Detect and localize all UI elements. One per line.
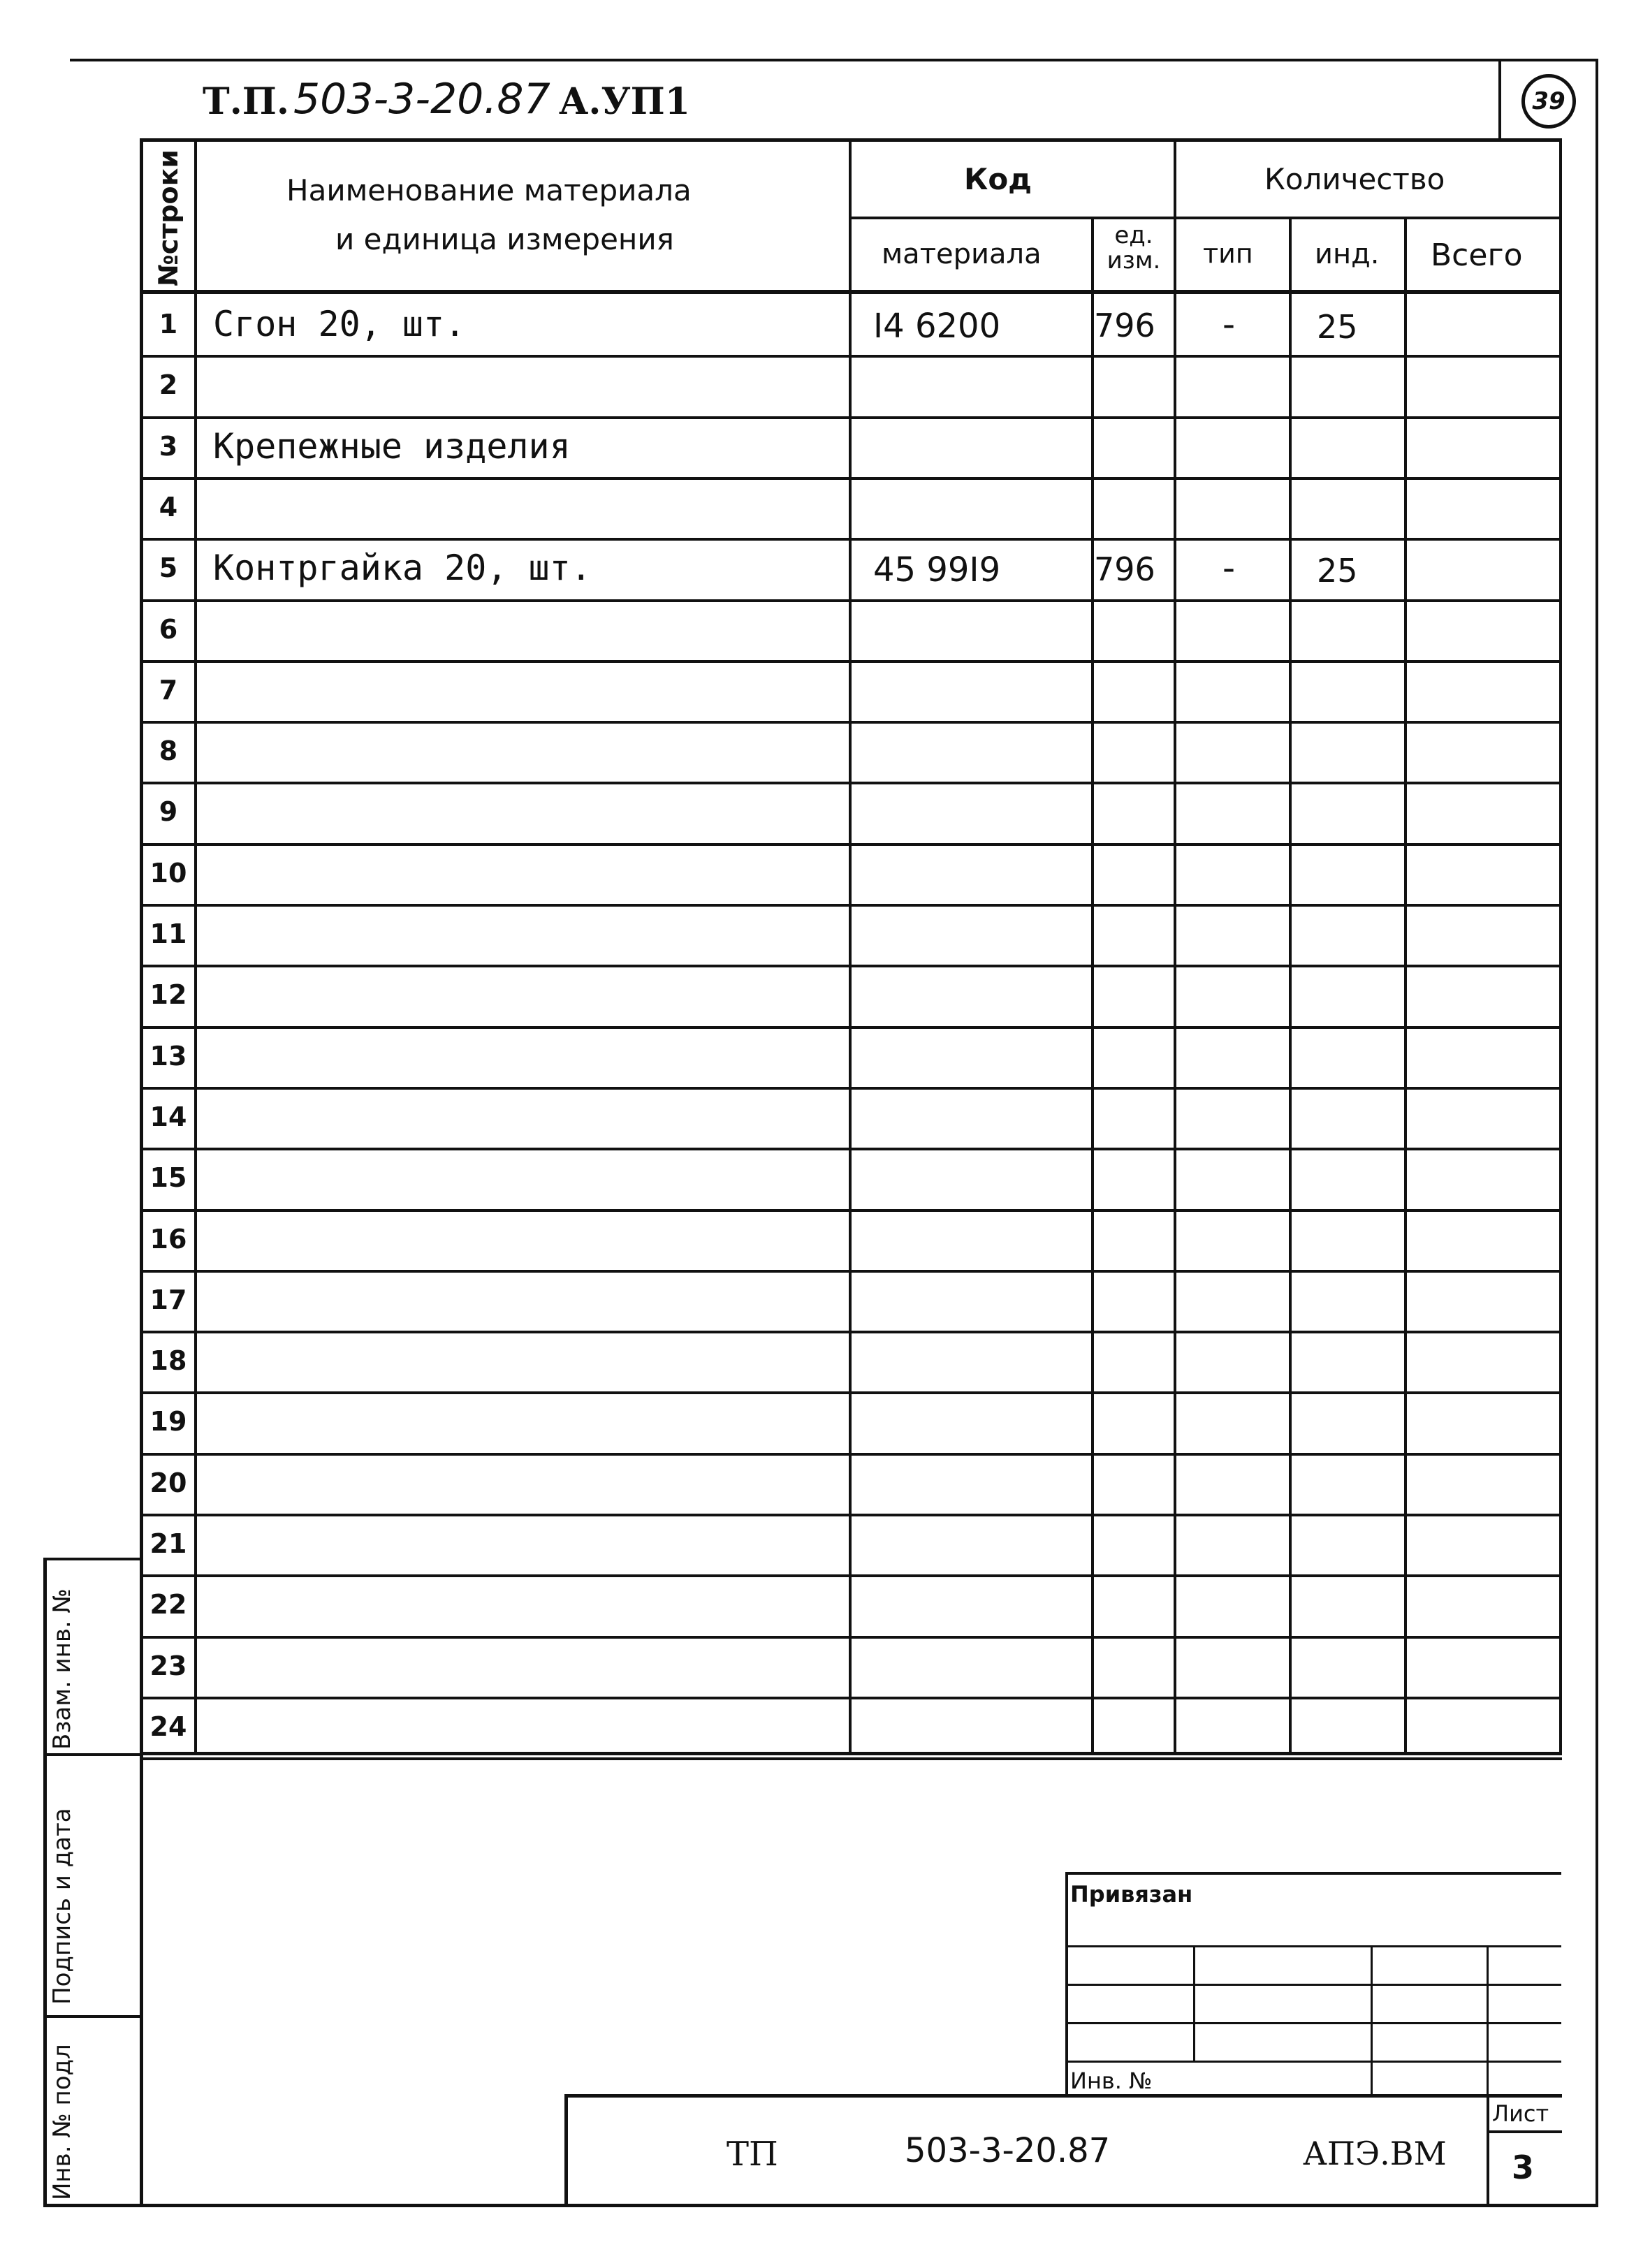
row-code: 45 99I9 bbox=[873, 550, 1001, 590]
col-qty-ind-header: инд. bbox=[1315, 238, 1380, 270]
row-number: 8 bbox=[159, 736, 178, 766]
row-number: 9 bbox=[159, 796, 178, 827]
row-number: 13 bbox=[149, 1041, 187, 1071]
row-name: Сгон 20, шт. bbox=[213, 304, 466, 344]
row-ind: 25 bbox=[1317, 308, 1358, 346]
col-name-header-line2: и единица измерения bbox=[335, 222, 674, 256]
row-number: 12 bbox=[149, 979, 187, 1010]
row-number: 23 bbox=[149, 1651, 187, 1681]
row-number: 14 bbox=[149, 1102, 187, 1132]
row-number: 15 bbox=[149, 1162, 187, 1193]
stamp-doc: АПЭ.ВМ bbox=[1303, 2135, 1447, 2172]
row-number: 17 bbox=[149, 1285, 187, 1315]
row-type: - bbox=[1222, 304, 1236, 344]
page-number-circle bbox=[1521, 74, 1576, 129]
row-number: 18 bbox=[149, 1345, 187, 1376]
col-qty-type-header: тип bbox=[1203, 238, 1253, 269]
row-name: Крепежные изделия bbox=[213, 426, 571, 467]
header-project-code: 503-3-20.87 bbox=[293, 75, 550, 124]
col-name-header: Наименование материала bbox=[286, 173, 692, 207]
row-number: 4 bbox=[159, 492, 178, 522]
col-row-no-header: №строки bbox=[153, 149, 184, 286]
row-unit: 796 bbox=[1094, 550, 1155, 588]
stamp-code: 503-3-20.87 bbox=[905, 2131, 1111, 2170]
row-number: 11 bbox=[149, 919, 187, 949]
row-number: 20 bbox=[149, 1468, 187, 1498]
row-number: 1 bbox=[159, 309, 178, 339]
row-name: Контргайка 20, шт. bbox=[213, 548, 592, 588]
side-label-podpis: Подпись и дата bbox=[48, 1808, 76, 2005]
row-number: 3 bbox=[159, 431, 178, 462]
header-prefix: Т.П. bbox=[203, 80, 290, 123]
stamp-sheet-label: Лист bbox=[1492, 2100, 1549, 2127]
stamp-inv-no: Инв. № bbox=[1070, 2068, 1153, 2094]
side-label-vzam-inv: Взам. инв. № bbox=[48, 1588, 76, 1750]
row-number: 22 bbox=[149, 1589, 187, 1620]
row-ind: 25 bbox=[1317, 552, 1358, 590]
row-number: 24 bbox=[149, 1711, 187, 1742]
row-number: 21 bbox=[149, 1528, 187, 1559]
col-qty-header: Количество bbox=[1264, 162, 1445, 196]
row-number: 5 bbox=[159, 553, 178, 583]
row-number: 2 bbox=[159, 370, 178, 400]
row-number: 7 bbox=[159, 675, 178, 705]
row-number: 16 bbox=[149, 1224, 187, 1254]
col-qty-total-header: Всего bbox=[1431, 237, 1523, 273]
page-number: 39 bbox=[1532, 87, 1565, 115]
row-type: - bbox=[1222, 548, 1236, 588]
header-section: А.УП1 bbox=[559, 80, 690, 123]
stamp-tp: ТП bbox=[727, 2135, 778, 2174]
row-code: I4 6200 bbox=[873, 307, 1001, 346]
row-unit: 796 bbox=[1094, 307, 1155, 344]
row-number: 10 bbox=[149, 858, 187, 888]
col-code-material-header: материала bbox=[882, 238, 1042, 270]
col-code-header: Код bbox=[964, 162, 1032, 196]
row-number: 19 bbox=[149, 1406, 187, 1437]
stamp-sheet-no: 3 bbox=[1512, 2149, 1535, 2186]
side-label-inv-podl: Инв. № подл bbox=[48, 2044, 76, 2200]
col-code-unit-header: ед. изм. bbox=[1107, 221, 1161, 275]
stamp-privyazan: Привязан bbox=[1070, 1881, 1193, 1908]
row-number: 6 bbox=[159, 614, 178, 645]
